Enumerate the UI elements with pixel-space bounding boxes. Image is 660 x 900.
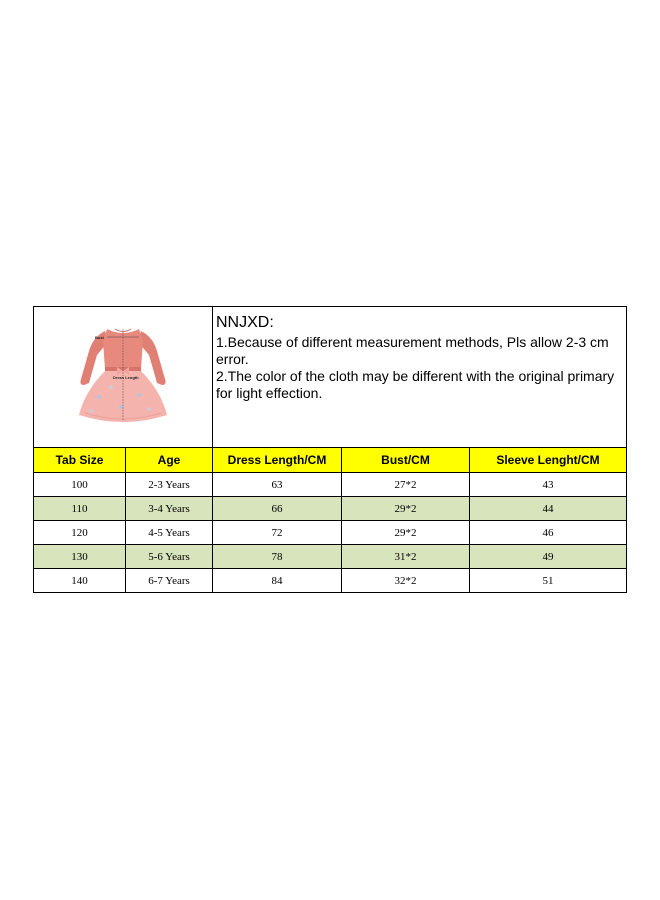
note-line-1: 1.Because of different measurement methods, Pls allow 2-3 cm error. [216,334,609,367]
dress-length-label: Dress Length [113,375,139,380]
table-row [34,521,627,545]
cell-tab-size: 120 [34,521,126,545]
cell-sleeve-length: 51 [470,569,627,593]
size-chart-table [33,306,627,593]
cell-bust: 27*2 [342,473,470,497]
cell-age: 3-4 Years [126,497,213,521]
note-line-2: 2.The color of the cloth may be different with the original primary for light effection. [216,368,615,401]
product-image-cell [34,307,213,448]
notes-cell [213,307,627,448]
cell-dress-length: 66 [213,497,342,521]
info-row [34,307,627,448]
table-header-row [34,448,627,473]
cell-tab-size: 100 [34,473,126,497]
brand-name: NNJXD: [216,314,274,331]
table-row [34,497,627,521]
bust-label: Bust [95,335,104,340]
header-age: Age [126,448,213,473]
cell-sleeve-length: 46 [470,521,627,545]
cell-bust: 31*2 [342,545,470,569]
cell-bust: 32*2 [342,569,470,593]
cell-sleeve-length: 49 [470,545,627,569]
header-sleeve-length: Sleeve Lenght/CM [470,448,627,473]
cell-tab-size: 110 [34,497,126,521]
cell-bust: 29*2 [342,521,470,545]
cell-dress-length: 78 [213,545,342,569]
header-tab-size: Tab Size [34,448,126,473]
cell-dress-length: 63 [213,473,342,497]
cell-age: 4-5 Years [126,521,213,545]
cell-bust: 29*2 [342,497,470,521]
dress-image [63,317,183,437]
cell-age: 5-6 Years [126,545,213,569]
table-row [34,569,627,593]
table-row [34,473,627,497]
header-dress-length: Dress Length/CM [213,448,342,473]
table-row [34,545,627,569]
header-bust: Bust/CM [342,448,470,473]
cell-tab-size: 130 [34,545,126,569]
cell-age: 2-3 Years [126,473,213,497]
cell-dress-length: 84 [213,569,342,593]
cell-sleeve-length: 43 [470,473,627,497]
cell-sleeve-length: 44 [470,497,627,521]
cell-age: 6-7 Years [126,569,213,593]
cell-dress-length: 72 [213,521,342,545]
cell-tab-size: 140 [34,569,126,593]
